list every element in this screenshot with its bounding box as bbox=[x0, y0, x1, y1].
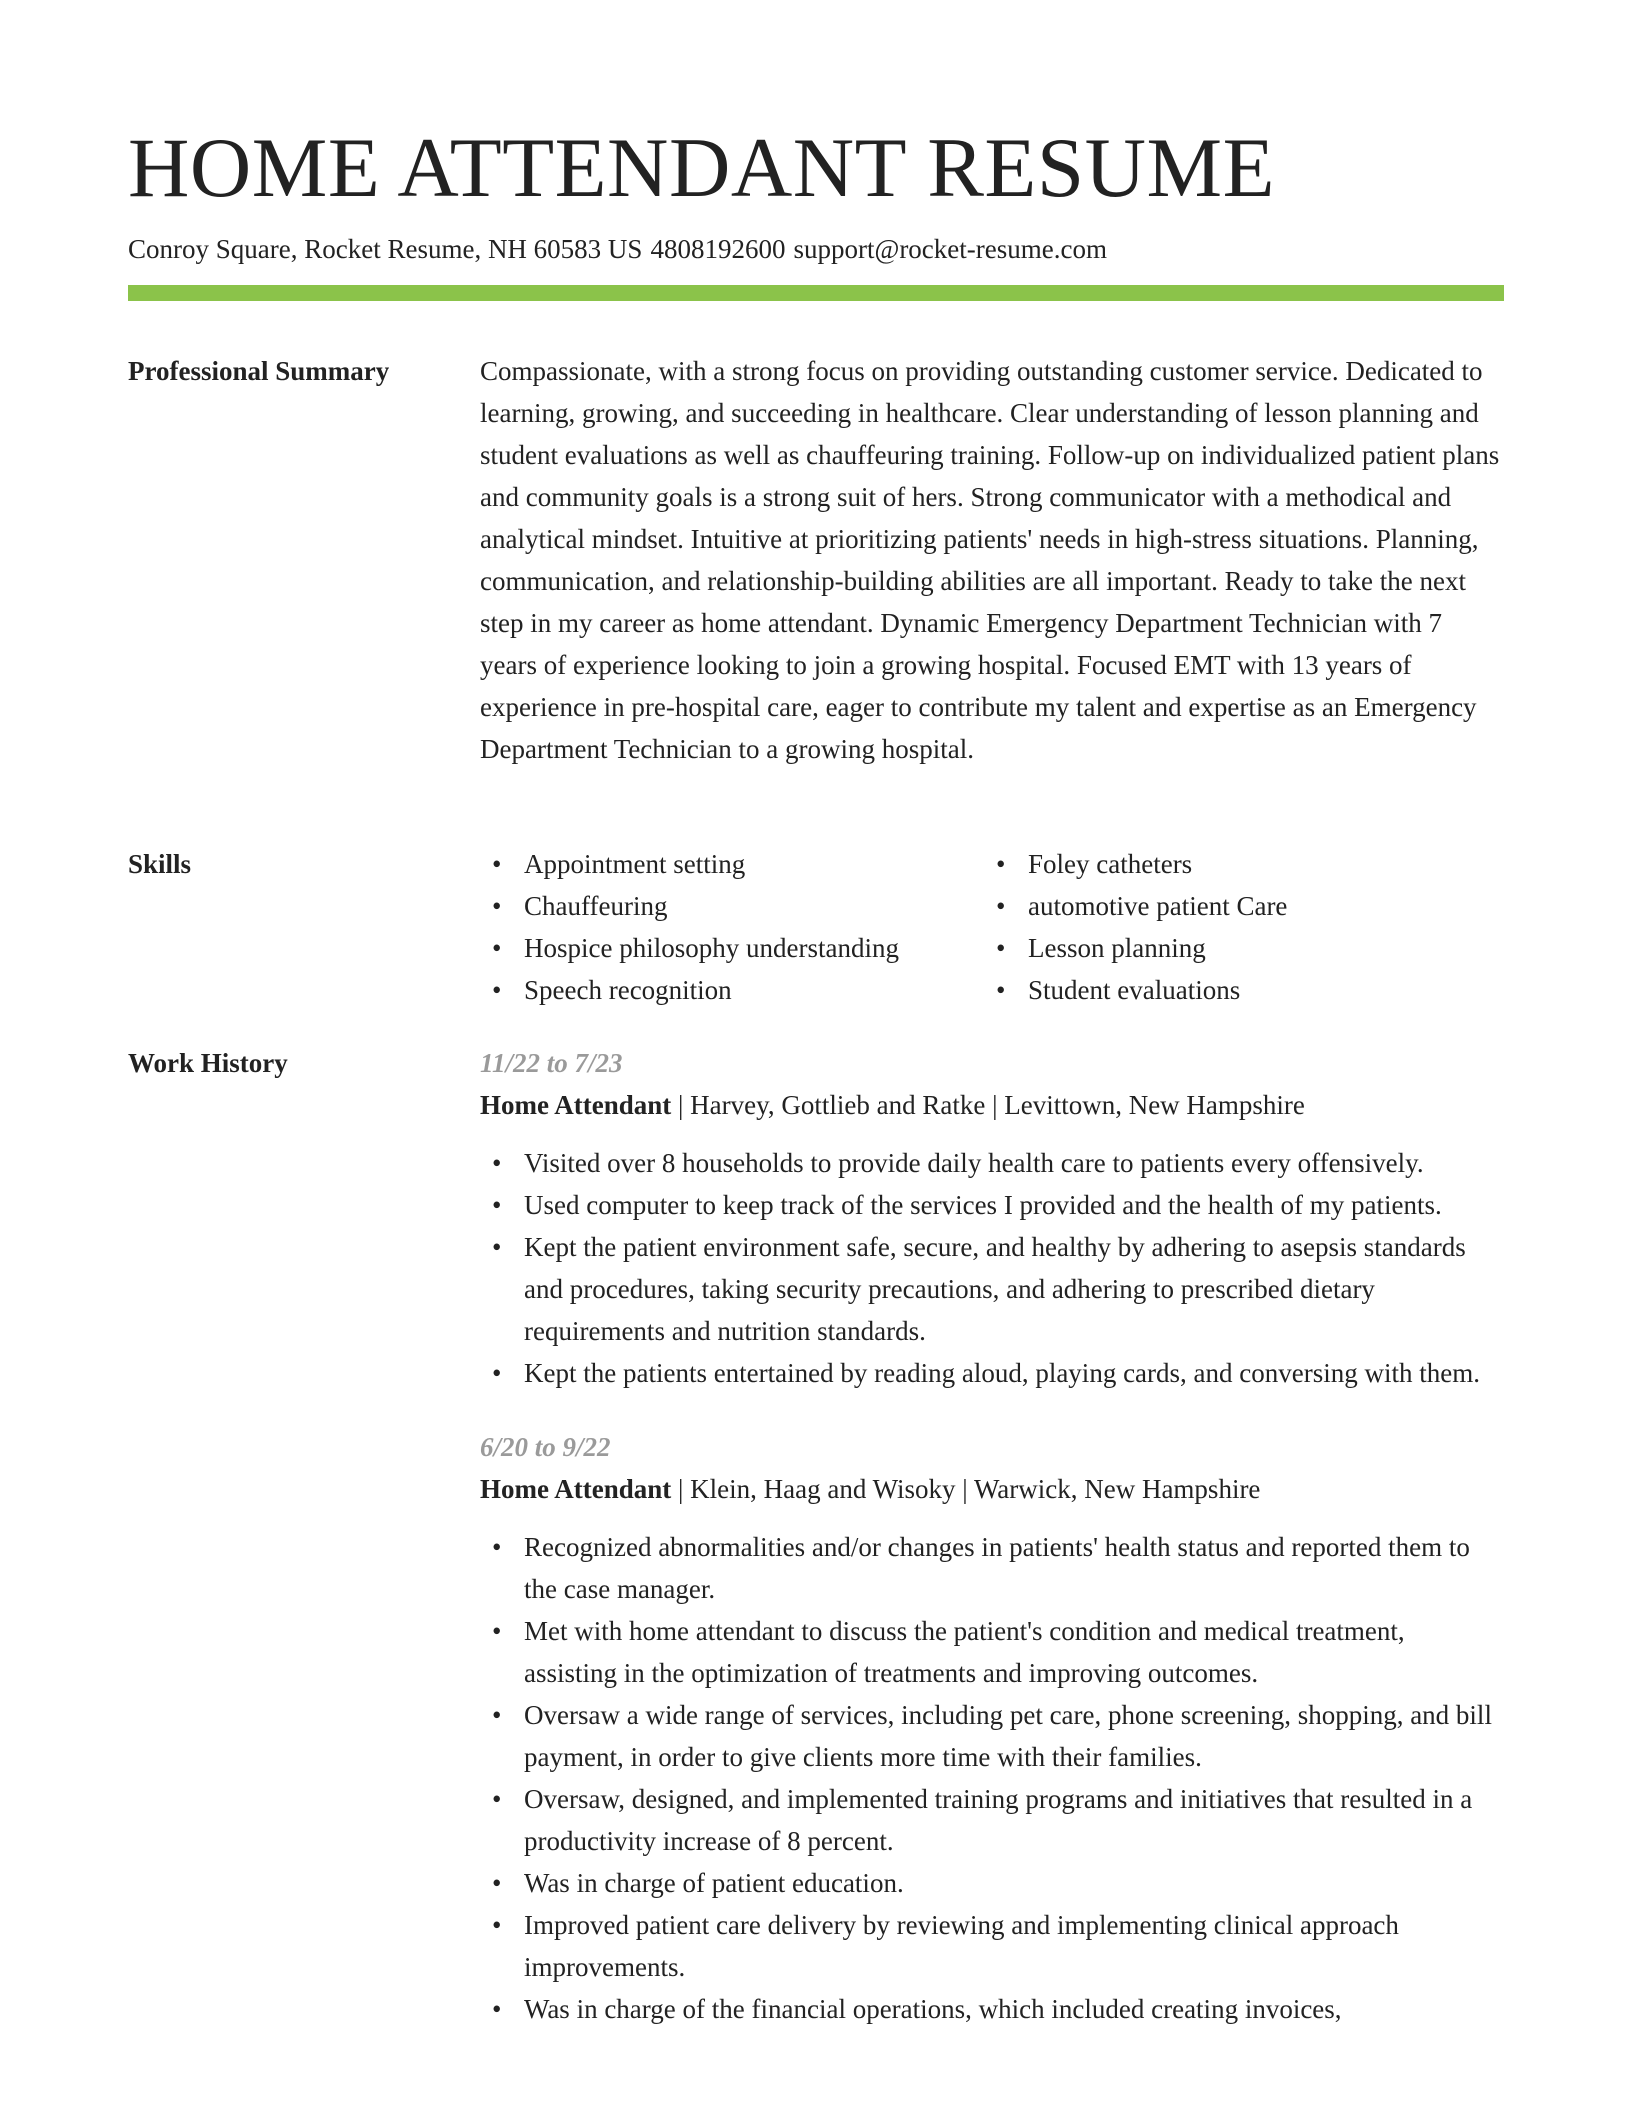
skills-list bbox=[480, 843, 1504, 1011]
resume-title: HOME ATTENDANT RESUME bbox=[128, 121, 1276, 215]
contact-line bbox=[128, 232, 1107, 266]
job-header: Home Attendant | Klein, Haag and Wisoky | Warwick, New Hampshire bbox=[480, 1474, 1261, 1504]
job-location: Warwick, New Hampshire bbox=[973, 1474, 1261, 1504]
job-company: Klein, Haag and Wisoky bbox=[690, 1474, 956, 1504]
job-bullet: • Met with home attendant to discuss the patient's condition and medical treatment, assisting in the optimization of treatments and improving outcomes. bbox=[480, 1610, 1504, 1694]
job-title: Home Attendant bbox=[480, 1474, 672, 1504]
work-body bbox=[480, 1042, 1504, 2062]
contact-email[interactable]: support@rocket-resume.com bbox=[793, 234, 1107, 264]
job-bullet: • Oversaw, designed, and implemented training programs and initiatives that resulted in a productivity increase of 8 percent. bbox=[480, 1778, 1504, 1862]
job-dates: 11/22 to 7/23 bbox=[480, 1048, 623, 1078]
skill-item: • Student evaluations bbox=[984, 969, 1488, 1011]
skill-item: • Foley catheters bbox=[984, 843, 1488, 885]
skills-heading: Skills bbox=[128, 849, 192, 879]
job-entry bbox=[480, 1042, 1504, 1394]
job-bullets bbox=[480, 1526, 1504, 2030]
job-bullet: • Kept the patients entertained by reading aloud, playing cards, and conversing with them. bbox=[480, 1352, 1504, 1394]
job-bullets bbox=[480, 1142, 1504, 1394]
job-bullet: • Oversaw a wide range of services, including pet care, phone screening, shopping, and bill payment, in order to give clients more time with their families. bbox=[480, 1694, 1504, 1778]
skill-item: • Chauffeuring bbox=[480, 885, 984, 927]
skill-item: • Appointment setting bbox=[480, 843, 984, 885]
job-company: Harvey, Gottlieb and Ratke bbox=[690, 1090, 986, 1120]
job-bullet: • Used computer to keep track of the services I provided and the health of my patients. bbox=[480, 1184, 1504, 1226]
summary-heading: Professional Summary bbox=[128, 356, 390, 386]
job-bullet: • Was in charge of the financial operations, which included creating invoices, bbox=[480, 1988, 1504, 2030]
skill-item: • automotive patient Care bbox=[984, 885, 1488, 927]
work-heading: Work History bbox=[128, 1048, 288, 1078]
job-bullet: • Visited over 8 households to provide daily health care to patients every offensively. bbox=[480, 1142, 1504, 1184]
job-bullet: • Recognized abnormalities and/or changes in patients' health status and reported them to the case manager. bbox=[480, 1526, 1504, 1610]
job-location: Levittown, New Hampshire bbox=[1004, 1090, 1305, 1120]
skill-item: • Hospice philosophy understanding bbox=[480, 927, 984, 969]
job-title: Home Attendant bbox=[480, 1090, 672, 1120]
job-dates: 6/20 to 9/22 bbox=[480, 1432, 611, 1462]
contact-phone: 4808192600 bbox=[650, 234, 786, 264]
contact-address: Conroy Square, Rocket Resume, NH 60583 US bbox=[128, 234, 643, 264]
job-bullet: • Kept the patient environment safe, secure, and healthy by adhering to asepsis standards and procedures, taking security precautions, and adhering to prescribed dietary requirements and nutrition standards. bbox=[480, 1226, 1504, 1352]
skill-item: • Speech recognition bbox=[480, 969, 984, 1011]
summary-text: Compassionate, with a strong focus on providing outstanding customer service. Dedicated to learning, growing, and succeeding in healthcare. Clear understanding of lesson planning and student evaluations as well as chauffeuring training. Follow-up on individualized patient plans and community goals is a strong suit of hers. Strong communicator with a methodical and analytical mindset. Intuitive at prioritizing patients' needs in high-stress situations. Planning, communication, and relationship-building abilities are all important. Ready to take the next step in my career as home attendant. Dynamic Emergency Department Technician with 7 years of experience looking to join a growing hospital. Focused EMT with 13 years of experience in pre-hospital care, eager to contribute my talent and expertise as an Emergency Department Technician to a growing hospital. bbox=[480, 356, 1500, 764]
job-bullet: • Was in charge of patient education. bbox=[480, 1862, 1504, 1904]
skill-item: • Lesson planning bbox=[984, 927, 1488, 969]
job-header: Home Attendant | Harvey, Gottlieb and Ratke | Levittown, New Hampshire bbox=[480, 1090, 1305, 1120]
job-bullet: • Improved patient care delivery by reviewing and implementing clinical approach improvements. bbox=[480, 1904, 1504, 1988]
job-entry bbox=[480, 1426, 1504, 2030]
header-divider bbox=[128, 285, 1504, 301]
skills-body bbox=[480, 843, 1504, 1011]
summary-body bbox=[480, 350, 1504, 770]
